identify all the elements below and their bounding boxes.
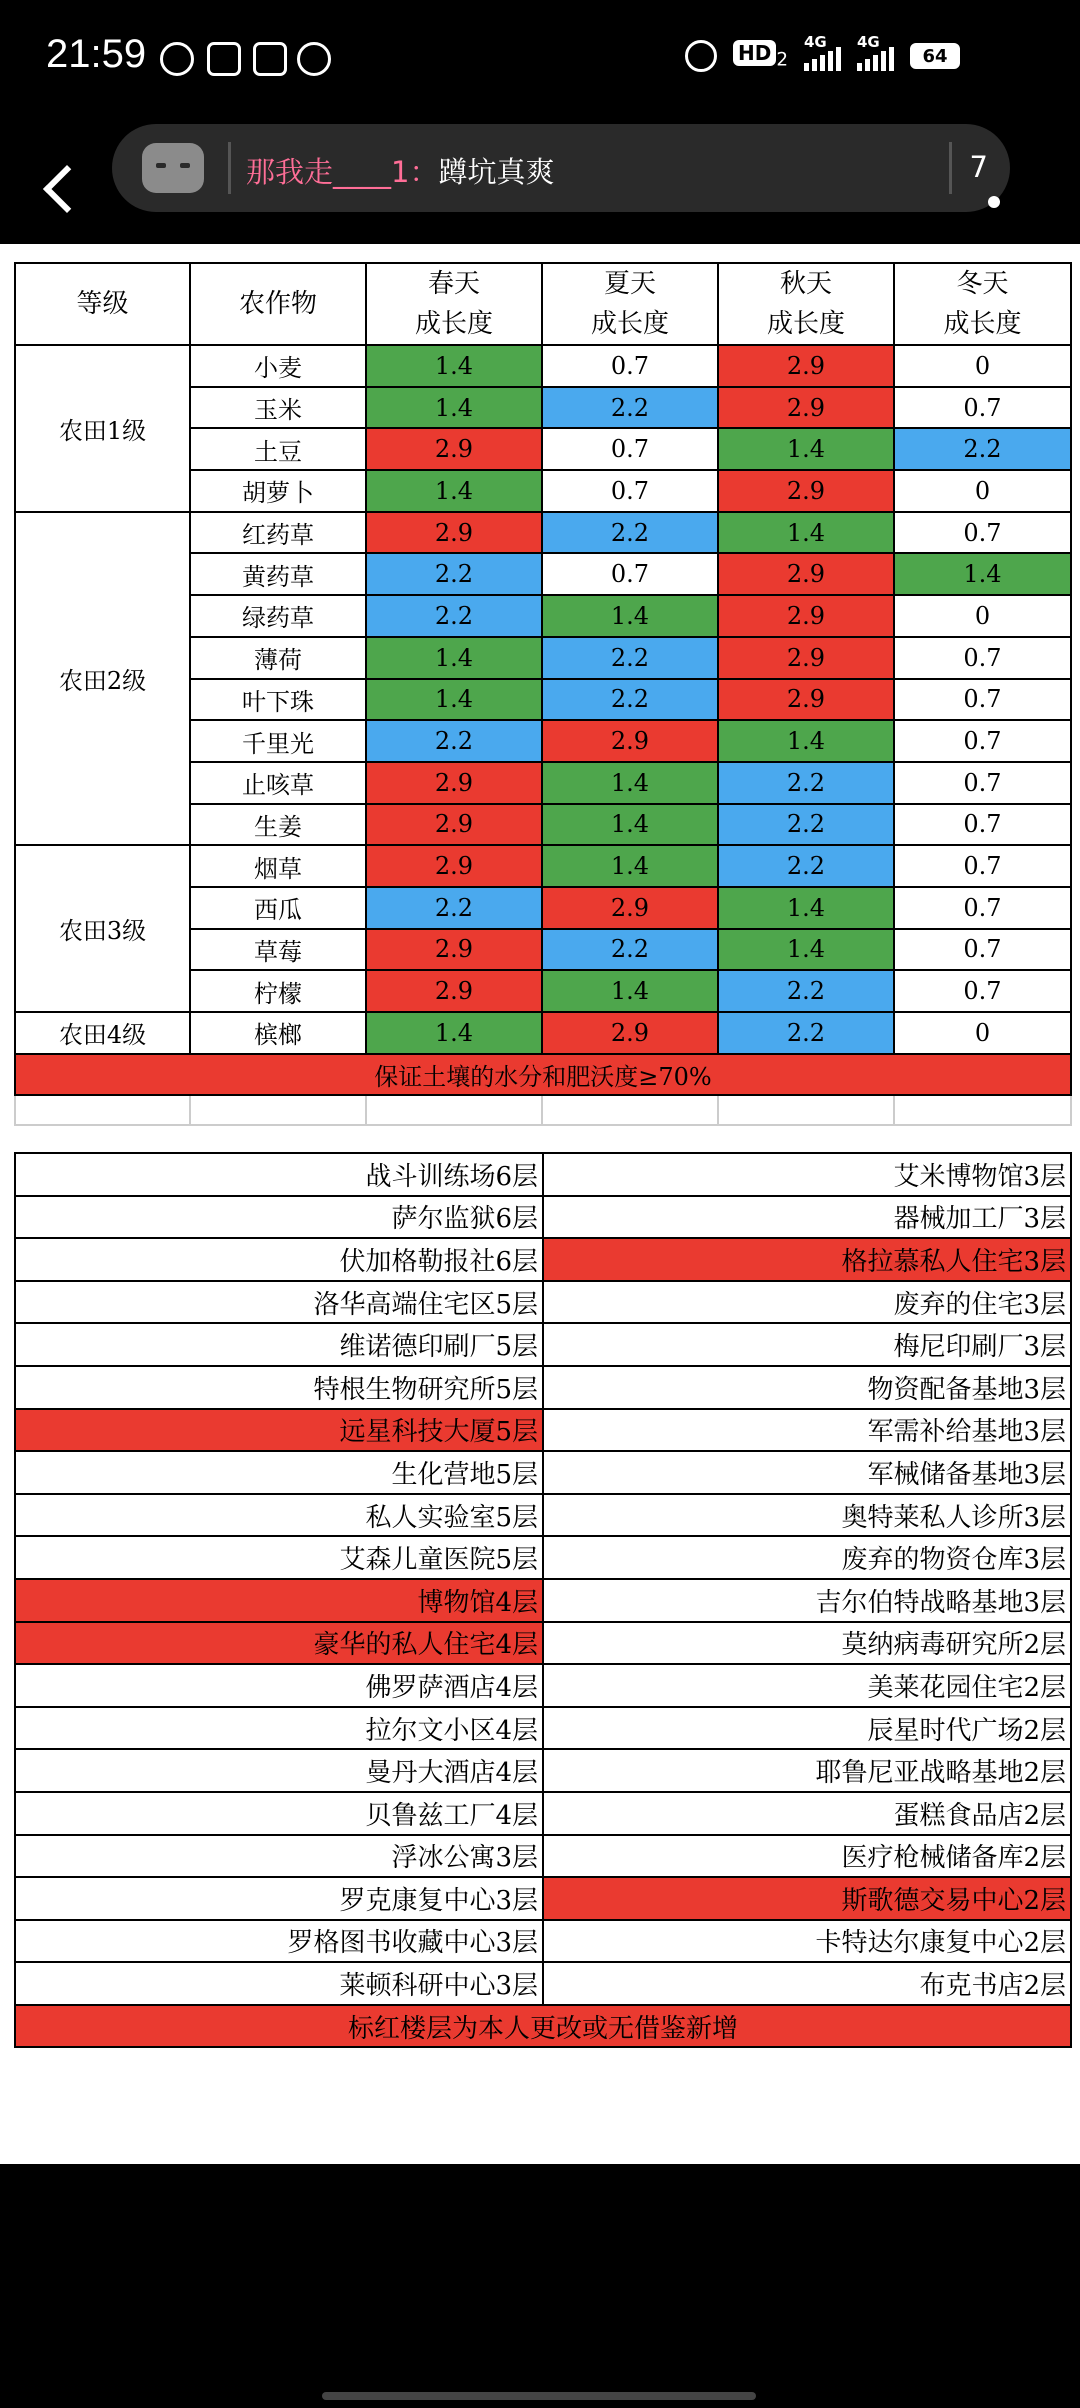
- signal-2-icon: 4G: [857, 41, 894, 71]
- floor-row: [15, 1664, 1071, 1707]
- image-content: [0, 244, 1080, 2164]
- alarm-icon: [685, 40, 717, 72]
- floor-left-cell: 私人实验室5层: [15, 1494, 543, 1537]
- spring-growth-cell: 2.9: [366, 845, 542, 887]
- autumn-growth-cell: 2.2: [718, 1012, 894, 1054]
- autumn-growth-cell: 2.2: [718, 970, 894, 1012]
- floor-left-cell: 罗克康复中心3层: [15, 1877, 543, 1920]
- autumn-growth-cell: 1.4: [718, 512, 894, 554]
- spring-growth-cell: 1.4: [366, 637, 542, 679]
- floor-right-cell: 斯歌德交易中心2层: [543, 1877, 1071, 1920]
- crop-name-cell: 绿药草: [190, 595, 366, 637]
- winter-growth-cell: 0: [894, 595, 1071, 637]
- summer-growth-cell: 2.2: [542, 679, 718, 721]
- winter-growth-cell: 0.7: [894, 762, 1071, 804]
- empty-cell: [190, 1095, 366, 1125]
- clock: 21:59: [46, 32, 147, 76]
- winter-growth-cell: 0.7: [894, 887, 1071, 929]
- summer-growth-cell: 2.2: [542, 387, 718, 429]
- autumn-growth-cell: 1.4: [718, 887, 894, 929]
- floor-row: [15, 1707, 1071, 1750]
- floor-left-cell: 罗格图书收藏中心3层: [15, 1920, 543, 1963]
- floor-left-cell: 伏加格勒报社6层: [15, 1238, 543, 1281]
- floor-right-cell: 医疗枪械储备库2层: [543, 1835, 1071, 1878]
- floor-row: [15, 1962, 1071, 2005]
- summer-growth-cell: 1.4: [542, 804, 718, 846]
- floor-right-cell: 物资配备基地3层: [543, 1366, 1071, 1409]
- summer-growth-cell: 0.7: [542, 553, 718, 595]
- autumn-growth-cell: 2.9: [718, 679, 894, 721]
- winter-growth-cell: 0.7: [894, 929, 1071, 971]
- empty-cell: [718, 1095, 894, 1125]
- crop-name-cell: 生姜: [190, 804, 366, 846]
- winter-growth-cell: 2.2: [894, 428, 1071, 470]
- battery-icon: 64: [910, 43, 960, 69]
- summer-growth-cell: 1.4: [542, 595, 718, 637]
- empty-cell: [366, 1095, 542, 1125]
- floor-row: [15, 1238, 1071, 1281]
- farm-level-cell: 农田3级: [15, 845, 190, 1012]
- crop-growth-table: [14, 262, 1072, 1126]
- autumn-growth-cell: 2.9: [718, 345, 894, 387]
- crop-name-cell: 烟草: [190, 845, 366, 887]
- farm-level-cell: 农田1级: [15, 345, 190, 512]
- crop-name-cell: 柠檬: [190, 970, 366, 1012]
- red-floor-note-banner: 标红楼层为本人更改或无借鉴新增: [15, 2005, 1071, 2048]
- floor-right-cell: 辰星时代广场2层: [543, 1707, 1071, 1750]
- header-row: [15, 263, 1071, 345]
- floor-left-cell: 曼丹大酒店4层: [15, 1749, 543, 1792]
- header-crop: 农作物: [190, 263, 366, 345]
- autumn-growth-cell: 2.9: [718, 470, 894, 512]
- autumn-growth-cell: 2.9: [718, 637, 894, 679]
- autumn-growth-cell: 2.2: [718, 845, 894, 887]
- crop-row: [15, 512, 1071, 554]
- autumn-growth-cell: 1.4: [718, 720, 894, 762]
- alipay-notification-icon: [297, 42, 331, 76]
- crop-name-cell: 薄荷: [190, 637, 366, 679]
- floor-left-cell: 维诺德印刷厂5层: [15, 1323, 543, 1366]
- header-winter: 冬天 成长度: [894, 263, 1071, 345]
- floor-row: [15, 1579, 1071, 1622]
- summer-growth-cell: 2.2: [542, 637, 718, 679]
- gallery-notification-icon: [207, 42, 241, 76]
- floor-left-cell: 战斗训练场6层: [15, 1153, 543, 1196]
- danmaku-user: 那我走____1：: [246, 155, 439, 189]
- spring-growth-cell: 1.4: [366, 345, 542, 387]
- floor-right-cell: 美莱花园住宅2层: [543, 1664, 1071, 1707]
- spring-growth-cell: 2.2: [366, 720, 542, 762]
- winter-growth-cell: 0: [894, 345, 1071, 387]
- header-autumn: 秋天 成长度: [718, 263, 894, 345]
- danmaku-comment: [246, 150, 554, 191]
- farm-level-cell: 农田4级: [15, 1012, 190, 1054]
- floor-row: [15, 1835, 1071, 1878]
- floor-row: [15, 1323, 1071, 1366]
- winter-growth-cell: 0: [894, 1012, 1071, 1054]
- bilibili-tv-icon: [142, 143, 204, 193]
- floor-left-cell: 远星科技大厦5层: [15, 1409, 543, 1452]
- header-level: 等级: [15, 263, 190, 345]
- danmaku-message: 蹲坑真爽: [438, 155, 555, 189]
- winter-growth-cell: 1.4: [894, 553, 1071, 595]
- winter-growth-cell: 0.7: [894, 637, 1071, 679]
- summer-growth-cell: 0.7: [542, 428, 718, 470]
- floor-right-cell: 废弃的住宅3层: [543, 1281, 1071, 1324]
- floor-right-cell: 卡特达尔康复中心2层: [543, 1920, 1071, 1963]
- summer-growth-cell: 1.4: [542, 762, 718, 804]
- floor-right-cell: 梅尼印刷厂3层: [543, 1323, 1071, 1366]
- winter-growth-cell: 0.7: [894, 804, 1071, 846]
- soil-note-banner: 保证土壤的水分和肥沃度≥70%: [15, 1054, 1071, 1096]
- floor-right-cell: 奥特莱私人诊所3层: [543, 1494, 1071, 1537]
- divider: [949, 142, 952, 194]
- crop-row: [15, 845, 1071, 887]
- autumn-growth-cell: 2.2: [718, 804, 894, 846]
- spring-growth-cell: 2.9: [366, 762, 542, 804]
- autumn-growth-cell: 1.4: [718, 428, 894, 470]
- floor-row: [15, 1749, 1071, 1792]
- app-notification-icon: [160, 42, 194, 76]
- empty-cell: [542, 1095, 718, 1125]
- spring-growth-cell: 2.9: [366, 929, 542, 971]
- winter-growth-cell: 0.7: [894, 720, 1071, 762]
- spring-growth-cell: 1.4: [366, 1012, 542, 1054]
- winter-growth-cell: 0.7: [894, 387, 1071, 429]
- floor-list-table: [14, 1152, 1072, 2048]
- crop-name-cell: 黄药草: [190, 553, 366, 595]
- floor-left-cell: 贝鲁兹工厂4层: [15, 1792, 543, 1835]
- summer-growth-cell: 2.2: [542, 929, 718, 971]
- comment-count[interactable]: 7: [969, 150, 988, 184]
- summer-growth-cell: 1.4: [542, 845, 718, 887]
- floor-left-cell: 艾森儿童医院5层: [15, 1536, 543, 1579]
- floor-row: [15, 1920, 1071, 1963]
- floor-left-cell: 豪华的私人住宅4层: [15, 1622, 543, 1665]
- floor-right-cell: 吉尔伯特战略基地3层: [543, 1579, 1071, 1622]
- floor-right-cell: 军械储备基地3层: [543, 1451, 1071, 1494]
- status-indicators: [685, 33, 960, 72]
- empty-row: [15, 1095, 1071, 1125]
- spring-growth-cell: 1.4: [366, 679, 542, 721]
- floor-row: [15, 1792, 1071, 1835]
- empty-cell: [15, 1095, 190, 1125]
- crop-name-cell: 土豆: [190, 428, 366, 470]
- crop-name-cell: 千里光: [190, 720, 366, 762]
- crop-name-cell: 玉米: [190, 387, 366, 429]
- floor-right-cell: 废弃的物资仓库3层: [543, 1536, 1071, 1579]
- crop-name-cell: 叶下珠: [190, 679, 366, 721]
- floor-right-cell: 布克书店2层: [543, 1962, 1071, 2005]
- summer-growth-cell: 2.2: [542, 512, 718, 554]
- floor-left-cell: 生化营地5层: [15, 1451, 543, 1494]
- spring-growth-cell: 1.4: [366, 387, 542, 429]
- crop-name-cell: 槟榔: [190, 1012, 366, 1054]
- spring-growth-cell: 2.2: [366, 887, 542, 929]
- spring-growth-cell: 2.2: [366, 595, 542, 637]
- floor-left-cell: 莱顿科研中心3层: [15, 1962, 543, 2005]
- winter-growth-cell: 0.7: [894, 845, 1071, 887]
- more-dot-icon[interactable]: [988, 196, 1000, 208]
- winter-growth-cell: 0: [894, 470, 1071, 512]
- autumn-growth-cell: 2.9: [718, 595, 894, 637]
- floor-row: [15, 1536, 1071, 1579]
- summer-growth-cell: 0.7: [542, 470, 718, 512]
- bilibili-notification-icon: [253, 42, 287, 76]
- spring-growth-cell: 2.2: [366, 553, 542, 595]
- status-bar: [0, 0, 1080, 118]
- autumn-growth-cell: 2.2: [718, 762, 894, 804]
- floor-left-cell: 博物馆4层: [15, 1579, 543, 1622]
- crop-name-cell: 草莓: [190, 929, 366, 971]
- floor-row: [15, 1153, 1071, 1196]
- floor-left-cell: 萨尔监狱6层: [15, 1196, 543, 1239]
- crop-name-cell: 胡萝卜: [190, 470, 366, 512]
- crop-name-cell: 止咳草: [190, 762, 366, 804]
- farm-level-cell: 农田2级: [15, 512, 190, 846]
- autumn-growth-cell: 2.9: [718, 387, 894, 429]
- autumn-growth-cell: 2.9: [718, 553, 894, 595]
- floor-row: [15, 1877, 1071, 1920]
- floor-row: [15, 1494, 1071, 1537]
- header-spring: 春天 成长度: [366, 263, 542, 345]
- hd-voice-icon: HD $_2$: [733, 41, 788, 70]
- floor-right-cell: 器械加工厂3层: [543, 1196, 1071, 1239]
- danmaku-bar[interactable]: [112, 124, 1010, 212]
- spring-growth-cell: 1.4: [366, 470, 542, 512]
- back-button[interactable]: [38, 160, 78, 220]
- summer-growth-cell: 2.9: [542, 720, 718, 762]
- floor-row: [15, 1451, 1071, 1494]
- spring-growth-cell: 2.9: [366, 512, 542, 554]
- winter-growth-cell: 0.7: [894, 970, 1071, 1012]
- empty-cell: [894, 1095, 1071, 1125]
- autumn-growth-cell: 1.4: [718, 929, 894, 971]
- floor-row: [15, 1622, 1071, 1665]
- floor-left-cell: 佛罗萨酒店4层: [15, 1664, 543, 1707]
- crop-name-cell: 小麦: [190, 345, 366, 387]
- floor-row: [15, 1366, 1071, 1409]
- floor-right-cell: 艾米博物馆3层: [543, 1153, 1071, 1196]
- floor-right-cell: 莫纳病毒研究所2层: [543, 1622, 1071, 1665]
- spring-growth-cell: 2.9: [366, 970, 542, 1012]
- floor-row: [15, 1409, 1071, 1452]
- crop-name-cell: 西瓜: [190, 887, 366, 929]
- crop-row: [15, 1012, 1071, 1054]
- header-summer: 夏天 成长度: [542, 263, 718, 345]
- floor-left-cell: 浮冰公寓3层: [15, 1835, 543, 1878]
- summer-growth-cell: 1.4: [542, 970, 718, 1012]
- floor-left-cell: 特根生物研究所5层: [15, 1366, 543, 1409]
- floor-right-cell: 军需补给基地3层: [543, 1409, 1071, 1452]
- winter-growth-cell: 0.7: [894, 512, 1071, 554]
- home-indicator[interactable]: [322, 2392, 756, 2400]
- floor-left-cell: 洛华高端住宅区5层: [15, 1281, 543, 1324]
- floor-right-cell: 蛋糕食品店2层: [543, 1792, 1071, 1835]
- signal-1-icon: 4G: [804, 41, 841, 71]
- floor-left-cell: 拉尔文小区4层: [15, 1707, 543, 1750]
- floor-right-cell: 耶鲁尼亚战略基地2层: [543, 1749, 1071, 1792]
- spring-growth-cell: 2.9: [366, 428, 542, 470]
- crop-row: [15, 345, 1071, 387]
- summer-growth-cell: 0.7: [542, 345, 718, 387]
- winter-growth-cell: 0.7: [894, 679, 1071, 721]
- floor-right-cell: 格拉慕私人住宅3层: [543, 1238, 1071, 1281]
- spring-growth-cell: 2.9: [366, 804, 542, 846]
- floor-row: [15, 1281, 1071, 1324]
- floor-row: [15, 1196, 1071, 1239]
- summer-growth-cell: 2.9: [542, 1012, 718, 1054]
- summer-growth-cell: 2.9: [542, 887, 718, 929]
- crop-name-cell: 红药草: [190, 512, 366, 554]
- divider: [228, 142, 231, 194]
